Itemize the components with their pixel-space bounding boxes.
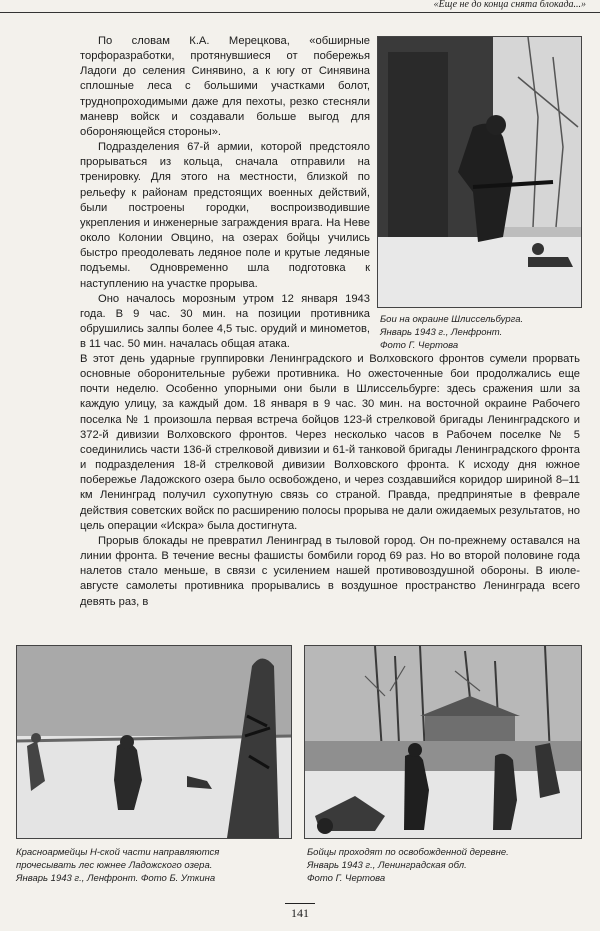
running-title: «Еще не до конца снята блокада...» [433, 0, 586, 10]
paragraph: Прорыв блокады не превратил Ленинград в тыловой город. Он по-прежнему оставался на линии фронта. В течение весны фашисты бомбили город 69 раз. Но во второй половине года налетов стало меньше, в связи с усилением нашей противовоздушной обороны. В июле-августе самолеты противника прорывались в воздушное пространство Ленинграда всего девять раз, в [80, 534, 580, 608]
caption-top-right: Бои на окраине Шлиссельбурга. Январь 1943 г., Ленфронт. Фото Г. Чертова [380, 314, 524, 351]
running-header [0, 0, 600, 13]
paragraph: Оно началось морозным утром 12 января 1943 года. В 9 час. 30 мин. на позиции противника обрушились залпы более 4,5 тыс. орудий и минометов, в 11 час. 50 мин. началась общая атака. [80, 292, 370, 351]
caption-bottom-left: Красноармейцы Н-ской части направляются прочесывать лес южнее Ладожского озера. Январь 1943 г., Ленфронт. Фото Б. Уткина [16, 847, 220, 884]
caption-bottom-right: Бойцы проходят по освобожденной деревне. Январь 1943 г., Ленинградская обл. Фото Г. Чертова [307, 847, 509, 884]
paragraph: Подразделения 67-й армии, которой предстояло прорываться из кольца, сначала отправили на тренировку. Для этого на местности, близкой по рельефу к районам предстоящих военных действий, были построены городки, воспроизводившие укрепления и инженерные заграждения врага. На Неве около Колонии Овцино, на озерах бойцы учились быстро преодолевать ледяное поле и крутые ледяные подъемы. Одновременно шла подготовка к наступлению на участке прорыва. [80, 141, 370, 290]
photo-soldiers-forest [16, 645, 292, 839]
text-column-full [80, 352, 580, 610]
text-column-top [80, 34, 370, 352]
photo-liberated-village [304, 645, 582, 839]
paragraph: По словам К.А. Мерецкова, «обширные торфоразработки, протянувшиеся от побережья Ладоги до селения Синявино, а к югу от Синявина сплошные леса с большими участками болот, труднопроходимыми даже для пехоты, резко стесняли маневр войск и создавали больше выгод для обороняющейся стороны». [80, 35, 370, 138]
page-number: 141 [0, 903, 600, 921]
paragraph: В этот день ударные группировки Ленинградского и Волховского фронтов сумели прорвать основные оборонительные рубежи противника. Но ожесточенные бои продолжались еще почти неделю. Особенно упорными они были в Шлиссельбурге: здесь сражения шли за каждую улицу, за каждый дом. 18 января в 9 час. 30 мин. на восточной окраине Рабочего поселка № 1 произошла первая встреча бойцов 123-й стрелковой бригады Ленинградского и 372-й дивизии Волховского фронтов. Через несколько часов в Рабочем поселке № 5 соединились части 136-й стрелковой дивизии и 61-й танковой бригады Ленинградского фронта и подразделения 18-й стрелковой дивизии Волховского фронта. К исходу дня южное побережье Ладожского озера было освобождено, и через создавшийся коридор шириной 8–11 км Ленинград получил сухопутную связь со страной. Правда, предпринятые в феврале действия советских войск по расширению полосы прорыва не дали ожидаемых результатов, но цель операции «Искра» была достигнута. [80, 353, 580, 532]
photo-shlisselburg-fight [377, 36, 582, 308]
